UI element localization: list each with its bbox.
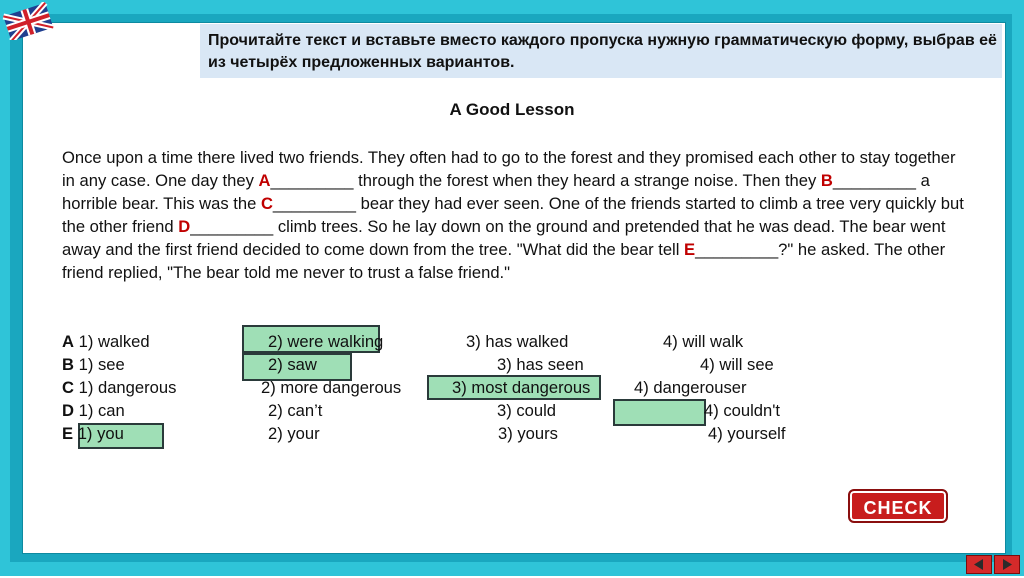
row-letter: E (62, 424, 74, 443)
options-row-a-label (62, 332, 150, 352)
passage-part: _________?" he asked. The other friend replied, "The bear told me never to trust a false friend." (62, 240, 946, 282)
option-d-2[interactable]: 2) can’t (268, 401, 323, 420)
gap-b-label: B (820, 171, 833, 190)
gap-a-label: A (258, 171, 271, 190)
option-a-3[interactable]: 3) has walked (466, 332, 569, 351)
option-c-3[interactable]: 3) most dangerous (452, 378, 591, 397)
row-letter: D (62, 401, 74, 420)
passage-part: Once upon a time there lived two friends. They often had to go to the forest and they promised each other to stay together in any case. One day they (62, 148, 956, 190)
options-row-c-label (62, 378, 176, 398)
gap-c-label: C (260, 194, 273, 213)
option-d-4[interactable]: 4) couldn't (704, 401, 781, 420)
row-letter: C (62, 378, 74, 397)
row-letter: B (62, 355, 74, 374)
options-row-b-label (62, 355, 125, 375)
passage-part: _________ through the forest when they heard a strange noise. Then they (270, 171, 821, 190)
answer-highlight-d[interactable] (613, 399, 706, 426)
passage-text (62, 146, 972, 284)
option-b-3[interactable]: 3) has seen (497, 355, 584, 374)
arrow-left-icon (967, 556, 991, 573)
passage-part: _________ climb trees. So he lay down on the ground and pretended that he was dead. The bear went away and the first friend decided to come down from the tree. "What did the bear tell (62, 217, 946, 259)
options-row-e-label (62, 424, 124, 444)
option-e-4[interactable]: 4) yourself (708, 424, 786, 443)
option-e-2[interactable]: 2) your (268, 424, 320, 443)
prev-slide-button[interactable] (966, 555, 992, 574)
passage-part: _________ bear they had ever seen. One of the friends started to climb a tree very quickly but the other friend (62, 194, 964, 236)
option-e-3[interactable]: 3) yours (498, 424, 558, 443)
check-button[interactable]: CHECK (848, 489, 948, 523)
option-b-2[interactable]: 2) saw (268, 355, 317, 374)
passage-part: _________ a horrible bear. This was the (62, 171, 930, 213)
arrow-right-icon (995, 556, 1019, 573)
options-row-d-label (62, 401, 125, 421)
option-d-3[interactable]: 3) could (497, 401, 557, 420)
option-b-4[interactable]: 4) will see (700, 355, 774, 374)
gap-d-label: D (178, 217, 191, 236)
option-c-1[interactable]: 1) dangerous (78, 378, 177, 397)
option-b-1[interactable]: 1) see (78, 355, 125, 374)
gap-e-label: E (684, 240, 696, 259)
option-e-1[interactable]: 1) you (77, 424, 124, 443)
next-slide-button[interactable] (994, 555, 1020, 574)
option-c-2[interactable]: 2) more dangerous (261, 378, 402, 397)
option-a-1[interactable]: 1) walked (78, 332, 150, 351)
instruction-text: Прочитайте текст и вставьте вместо каждого пропуска нужную грамматическую форму, выбрав её из четырёх предложенных вариантов. (208, 32, 997, 71)
option-a-4[interactable]: 4) will walk (663, 332, 744, 351)
option-a-2[interactable]: 2) were walking (268, 332, 384, 351)
uk-flag-icon (2, 2, 54, 40)
passage-title: A Good Lesson (449, 100, 575, 119)
option-d-1[interactable]: 1) can (78, 401, 125, 420)
option-c-4[interactable]: 4) dangerouser (634, 378, 747, 397)
instruction-box (200, 24, 1002, 78)
row-letter: A (62, 332, 74, 351)
